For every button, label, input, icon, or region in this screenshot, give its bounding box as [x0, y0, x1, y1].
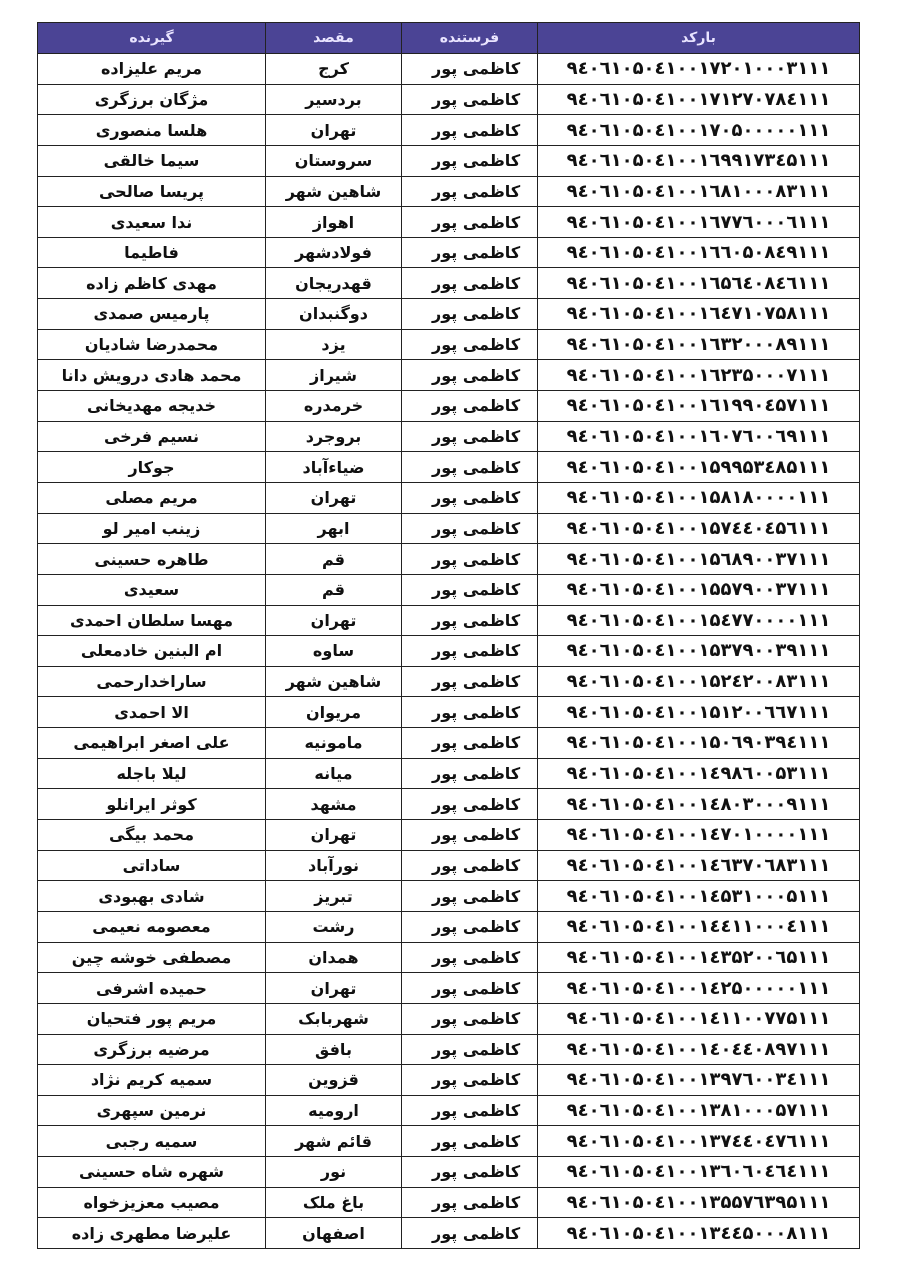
table-row [38, 1187, 860, 1218]
barcode-cell: ۹٤۰٦۱۰۵۰٤۱۰۰۱٦۵٦٤۰۸٤٦۱۱۱ [538, 268, 860, 299]
table-row [38, 544, 860, 575]
barcode-cell: ۹٤۰٦۱۰۵۰٤۱۰۰۱۳۸۱۰۰۰۵۷۱۱۱ [538, 1095, 860, 1126]
sender-cell: کاظمی پور [402, 145, 538, 176]
barcode-cell: ۹٤۰٦۱۰۵۰٤۱۰۰۱۷۲۰۱۰۰۰۳۱۱۱ [538, 54, 860, 85]
sender-cell: کاظمی پور [402, 789, 538, 820]
sender-cell: کاظمی پور [402, 697, 538, 728]
table-row [38, 237, 860, 268]
table-body [38, 54, 860, 1249]
sender-cell: کاظمی پور [402, 850, 538, 881]
table-row [38, 482, 860, 513]
recipient-cell: محمد هادی درویش دانا [38, 360, 266, 391]
table-row [38, 513, 860, 544]
barcode-cell: ۹٤۰٦۱۰۵۰٤۱۰۰۱٤۲۵۰۰۰۰۰۱۱۱ [538, 973, 860, 1004]
table-row [38, 176, 860, 207]
sender-cell: کاظمی پور [402, 1065, 538, 1096]
sender-cell: کاظمی پور [402, 820, 538, 851]
table-row [38, 360, 860, 391]
destination-cell: شاهین شهر [266, 176, 402, 207]
recipient-cell: حمیده اشرفی [38, 973, 266, 1004]
recipient-cell: مریم علیزاده [38, 54, 266, 85]
recipient-cell: ام البنین خادمعلی [38, 636, 266, 667]
table-row [38, 1126, 860, 1157]
table-row [38, 268, 860, 299]
barcode-cell: ۹٤۰٦۱۰۵۰٤۱۰۰۱۳۹۷٦۰۰۳٤۱۱۱ [538, 1065, 860, 1096]
recipient-cell: ندا سعیدی [38, 207, 266, 238]
barcode-cell: ۹٤۰٦۱۰۵۰٤۱۰۰۱٦۳۲۰۰۰۸۹۱۱۱ [538, 329, 860, 360]
recipient-cell: فاطیما [38, 237, 266, 268]
destination-cell: شیراز [266, 360, 402, 391]
recipient-cell: طاهره حسینی [38, 544, 266, 575]
sender-cell: کاظمی پور [402, 973, 538, 1004]
recipient-cell: لیلا باجله [38, 758, 266, 789]
barcode-cell: ۹٤۰٦۱۰۵۰٤۱۰۰۱۵۳۷۹۰۰۳۹۱۱۱ [538, 636, 860, 667]
table-row [38, 1034, 860, 1065]
recipient-cell: مریم پور فتحیان [38, 1003, 266, 1034]
destination-cell: بردسیر [266, 84, 402, 115]
sender-cell: کاظمی پور [402, 1003, 538, 1034]
recipient-cell: هلسا منصوری [38, 115, 266, 146]
table-row [38, 1095, 860, 1126]
table-row [38, 911, 860, 942]
recipient-cell: ساداتی [38, 850, 266, 881]
destination-cell: شاهین شهر [266, 666, 402, 697]
sender-cell: کاظمی پور [402, 758, 538, 789]
sender-cell: کاظمی پور [402, 574, 538, 605]
barcode-cell: ۹٤۰٦۱۰۵۰٤۱۰۰۱۵۹۹۵۳٤۸۵۱۱۱ [538, 452, 860, 483]
barcode-cell: ۹٤۰٦۱۰۵۰٤۱۰۰۱۵۰٦۹۰۳۹٤۱۱۱ [538, 728, 860, 759]
destination-cell: رشت [266, 911, 402, 942]
table-row [38, 574, 860, 605]
table-row [38, 789, 860, 820]
barcode-cell: ۹٤۰٦۱۰۵۰٤۱۰۰۱٤٤۱۱۰۰۰٤۱۱۱ [538, 911, 860, 942]
barcode-cell: ۹٤۰٦۱۰۵۰٤۱۰۰۱۵۵۷۹۰۰۳۷۱۱۱ [538, 574, 860, 605]
destination-cell: تهران [266, 820, 402, 851]
recipient-cell: علیرضا مطهری زاده [38, 1218, 266, 1249]
barcode-cell: ۹٤۰٦۱۰۵۰٤۱۰۰۱٦۷۷٦۰۰۰٦۱۱۱ [538, 207, 860, 238]
destination-cell: اصفهان [266, 1218, 402, 1249]
recipient-cell: خدیجه مهدیخانی [38, 391, 266, 422]
destination-cell: باغ ملک [266, 1187, 402, 1218]
destination-cell: بروجرد [266, 421, 402, 452]
table-row [38, 1218, 860, 1249]
table-row [38, 391, 860, 422]
sender-cell: کاظمی پور [402, 942, 538, 973]
barcode-cell: ۹٤۰٦۱۰۵۰٤۱۰۰۱۷۱۲۷۰۷۸٤۱۱۱ [538, 84, 860, 115]
table-row [38, 942, 860, 973]
recipient-cell: سمیه رجبی [38, 1126, 266, 1157]
barcode-cell: ۹٤۰٦۱۰۵۰٤۱۰۰۱۳۷٤٤۰٤۷٦۱۱۱ [538, 1126, 860, 1157]
sender-cell: کاظمی پور [402, 636, 538, 667]
destination-cell: قهدریجان [266, 268, 402, 299]
destination-cell: خرمدره [266, 391, 402, 422]
destination-cell: کرج [266, 54, 402, 85]
destination-cell: دوگنبدان [266, 299, 402, 330]
barcode-cell: ۹٤۰٦۱۰۵۰٤۱۰۰۱٦۲۳۵۰۰۰۷۱۱۱ [538, 360, 860, 391]
sender-cell: کاظمی پور [402, 881, 538, 912]
destination-cell: مشهد [266, 789, 402, 820]
recipient-cell: نسیم فرخی [38, 421, 266, 452]
sender-cell: کاظمی پور [402, 911, 538, 942]
sender-cell: کاظمی پور [402, 1126, 538, 1157]
destination-cell: تهران [266, 973, 402, 1004]
sender-cell: کاظمی پور [402, 421, 538, 452]
recipient-cell: جوکار [38, 452, 266, 483]
sender-cell: کاظمی پور [402, 329, 538, 360]
table-row [38, 697, 860, 728]
barcode-cell: ۹٤۰٦۱۰۵۰٤۱۰۰۱۳٦۰٦۰٤٦٤۱۱۱ [538, 1157, 860, 1188]
table-row [38, 54, 860, 85]
header-recipient: گیرنده [38, 23, 266, 54]
destination-cell: شهربابک [266, 1003, 402, 1034]
barcode-cell: ۹٤۰٦۱۰۵۰٤۱۰۰۱۷۰۵۰۰۰۰۰۱۱۱ [538, 115, 860, 146]
recipient-cell: الا احمدی [38, 697, 266, 728]
barcode-cell: ۹٤۰٦۱۰۵۰٤۱۰۰۱٦٦۰۵۰۸٤۹۱۱۱ [538, 237, 860, 268]
sender-cell: کاظمی پور [402, 1034, 538, 1065]
sender-cell: کاظمی پور [402, 176, 538, 207]
recipient-cell: شهره شاه حسینی [38, 1157, 266, 1188]
destination-cell: ارومیه [266, 1095, 402, 1126]
sender-cell: کاظمی پور [402, 84, 538, 115]
barcode-cell: ۹٤۰٦۱۰۵۰٤۱۰۰۱٤۹۸٦۰۰۵۳۱۱۱ [538, 758, 860, 789]
sender-cell: کاظمی پور [402, 544, 538, 575]
recipient-cell: پارمیس صمدی [38, 299, 266, 330]
recipient-cell: سمیه کریم نژاد [38, 1065, 266, 1096]
shipment-sheet [37, 22, 859, 1249]
sender-cell: کاظمی پور [402, 1218, 538, 1249]
destination-cell: نور [266, 1157, 402, 1188]
recipient-cell: مهسا سلطان احمدی [38, 605, 266, 636]
table-row [38, 299, 860, 330]
table-row [38, 973, 860, 1004]
barcode-cell: ۹٤۰٦۱۰۵۰٤۱۰۰۱٦٤۷۱۰۷۵۸۱۱۱ [538, 299, 860, 330]
table-row [38, 452, 860, 483]
sender-cell: کاظمی پور [402, 482, 538, 513]
table-row [38, 84, 860, 115]
destination-cell: مریوان [266, 697, 402, 728]
recipient-cell: معصومه نعیمی [38, 911, 266, 942]
header-barcode: بارکد [538, 23, 860, 54]
destination-cell: مامونیه [266, 728, 402, 759]
barcode-cell: ۹٤۰٦۱۰۵۰٤۱۰۰۱۵۲٤۲۰۰۸۳۱۱۱ [538, 666, 860, 697]
sender-cell: کاظمی پور [402, 1095, 538, 1126]
destination-cell: تهران [266, 115, 402, 146]
recipient-cell: محمدرضا شادیان [38, 329, 266, 360]
table-header [38, 23, 860, 54]
barcode-cell: ۹٤۰٦۱۰۵۰٤۱۰۰۱۵۷٤٤۰٤۵٦۱۱۱ [538, 513, 860, 544]
sender-cell: کاظمی پور [402, 1157, 538, 1188]
recipient-cell: مهدی کاظم زاده [38, 268, 266, 299]
destination-cell: قم [266, 544, 402, 575]
table-row [38, 1157, 860, 1188]
recipient-cell: سیما خالقی [38, 145, 266, 176]
table-row [38, 145, 860, 176]
barcode-cell: ۹٤۰٦۱۰۵۰٤۱۰۰۱۵٤۷۷۰۰۰۰۱۱۱ [538, 605, 860, 636]
table-row [38, 421, 860, 452]
destination-cell: سروستان [266, 145, 402, 176]
destination-cell: قزوین [266, 1065, 402, 1096]
barcode-cell: ۹٤۰٦۱۰۵۰٤۱۰۰۱۵۸۱۸۰۰۰۰۱۱۱ [538, 482, 860, 513]
destination-cell: اهواز [266, 207, 402, 238]
barcode-cell: ۹٤۰٦۱۰۵۰٤۱۰۰۱٤۸۰۳۰۰۰۹۱۱۱ [538, 789, 860, 820]
table-row [38, 207, 860, 238]
header-destination: مقصد [266, 23, 402, 54]
barcode-cell: ۹٤۰٦۱۰۵۰٤۱۰۰۱٤۱۱۰۰۷۷۵۱۱۱ [538, 1003, 860, 1034]
barcode-cell: ۹٤۰٦۱۰۵۰٤۱۰۰۱٤۰٤٤۰۸۹۷۱۱۱ [538, 1034, 860, 1065]
barcode-cell: ۹٤۰٦۱۰۵۰٤۱۰۰۱٦۹۹۱۷۳٤۵۱۱۱ [538, 145, 860, 176]
destination-cell: ساوه [266, 636, 402, 667]
barcode-cell: ۹٤۰٦۱۰۵۰٤۱۰۰۱٦۱۹۹۰٤۵۷۱۱۱ [538, 391, 860, 422]
destination-cell: تهران [266, 482, 402, 513]
recipient-cell: کوثر ایرانلو [38, 789, 266, 820]
table-row [38, 758, 860, 789]
recipient-cell: سعیدی [38, 574, 266, 605]
table-row [38, 329, 860, 360]
recipient-cell: زینب امیر لو [38, 513, 266, 544]
destination-cell: یزد [266, 329, 402, 360]
destination-cell: میانه [266, 758, 402, 789]
destination-cell: همدان [266, 942, 402, 973]
recipient-cell: مصیب معزیزخواه [38, 1187, 266, 1218]
destination-cell: قم [266, 574, 402, 605]
sender-cell: کاظمی پور [402, 1187, 538, 1218]
sender-cell: کاظمی پور [402, 360, 538, 391]
destination-cell: ابهر [266, 513, 402, 544]
recipient-cell: نرمین سپهری [38, 1095, 266, 1126]
destination-cell: بافق [266, 1034, 402, 1065]
barcode-cell: ۹٤۰٦۱۰۵۰٤۱۰۰۱٤٦۳۷۰٦۸۳۱۱۱ [538, 850, 860, 881]
sender-cell: کاظمی پور [402, 268, 538, 299]
recipient-cell: شادی بهبودی [38, 881, 266, 912]
sender-cell: کاظمی پور [402, 452, 538, 483]
table-row [38, 115, 860, 146]
sender-cell: کاظمی پور [402, 207, 538, 238]
header-row [38, 23, 860, 54]
destination-cell: ضیاءآباد [266, 452, 402, 483]
table-row [38, 1065, 860, 1096]
barcode-cell: ۹٤۰٦۱۰۵۰٤۱۰۰۱٦۸۱۰۰۰۸۳۱۱۱ [538, 176, 860, 207]
table-row [38, 850, 860, 881]
table-row [38, 728, 860, 759]
shipment-table [37, 22, 860, 1249]
destination-cell: فولادشهر [266, 237, 402, 268]
header-sender: فرستنده [402, 23, 538, 54]
sender-cell: کاظمی پور [402, 115, 538, 146]
sender-cell: کاظمی پور [402, 391, 538, 422]
barcode-cell: ۹٤۰٦۱۰۵۰٤۱۰۰۱٦۰۷٦۰۰٦۹۱۱۱ [538, 421, 860, 452]
recipient-cell: علی اصغر ابراهیمی [38, 728, 266, 759]
sender-cell: کاظمی پور [402, 513, 538, 544]
destination-cell: قائم شهر [266, 1126, 402, 1157]
recipient-cell: مصطفی خوشه چین [38, 942, 266, 973]
sender-cell: کاظمی پور [402, 605, 538, 636]
recipient-cell: مژگان برزگری [38, 84, 266, 115]
barcode-cell: ۹٤۰٦۱۰۵۰٤۱۰۰۱٤۷۰۱۰۰۰۰۱۱۱ [538, 820, 860, 851]
sender-cell: کاظمی پور [402, 666, 538, 697]
barcode-cell: ۹٤۰٦۱۰۵۰٤۱۰۰۱۵۱۲۰۰٦٦۷۱۱۱ [538, 697, 860, 728]
recipient-cell: ساراخدارحمی [38, 666, 266, 697]
barcode-cell: ۹٤۰٦۱۰۵۰٤۱۰۰۱٤۵۳۱۰۰۰۵۱۱۱ [538, 881, 860, 912]
table-row [38, 881, 860, 912]
barcode-cell: ۹٤۰٦۱۰۵۰٤۱۰۰۱۵٦۸۹۰۰۳۷۱۱۱ [538, 544, 860, 575]
barcode-cell: ۹٤۰٦۱۰۵۰٤۱۰۰۱۳٤٤۵۰۰۰۸۱۱۱ [538, 1218, 860, 1249]
recipient-cell: پریسا صالحی [38, 176, 266, 207]
destination-cell: تبریز [266, 881, 402, 912]
table-row [38, 605, 860, 636]
table-row [38, 820, 860, 851]
table-row [38, 666, 860, 697]
sender-cell: کاظمی پور [402, 299, 538, 330]
barcode-cell: ۹٤۰٦۱۰۵۰٤۱۰۰۱۳۵۵۷٦۳۹۵۱۱۱ [538, 1187, 860, 1218]
recipient-cell: مریم مصلی [38, 482, 266, 513]
sender-cell: کاظمی پور [402, 237, 538, 268]
sender-cell: کاظمی پور [402, 54, 538, 85]
destination-cell: نورآباد [266, 850, 402, 881]
table-row [38, 1003, 860, 1034]
recipient-cell: مرضیه برزگری [38, 1034, 266, 1065]
recipient-cell: محمد بیگی [38, 820, 266, 851]
destination-cell: تهران [266, 605, 402, 636]
table-row [38, 636, 860, 667]
barcode-cell: ۹٤۰٦۱۰۵۰٤۱۰۰۱٤۳۵۲۰۰٦۵۱۱۱ [538, 942, 860, 973]
sender-cell: کاظمی پور [402, 728, 538, 759]
